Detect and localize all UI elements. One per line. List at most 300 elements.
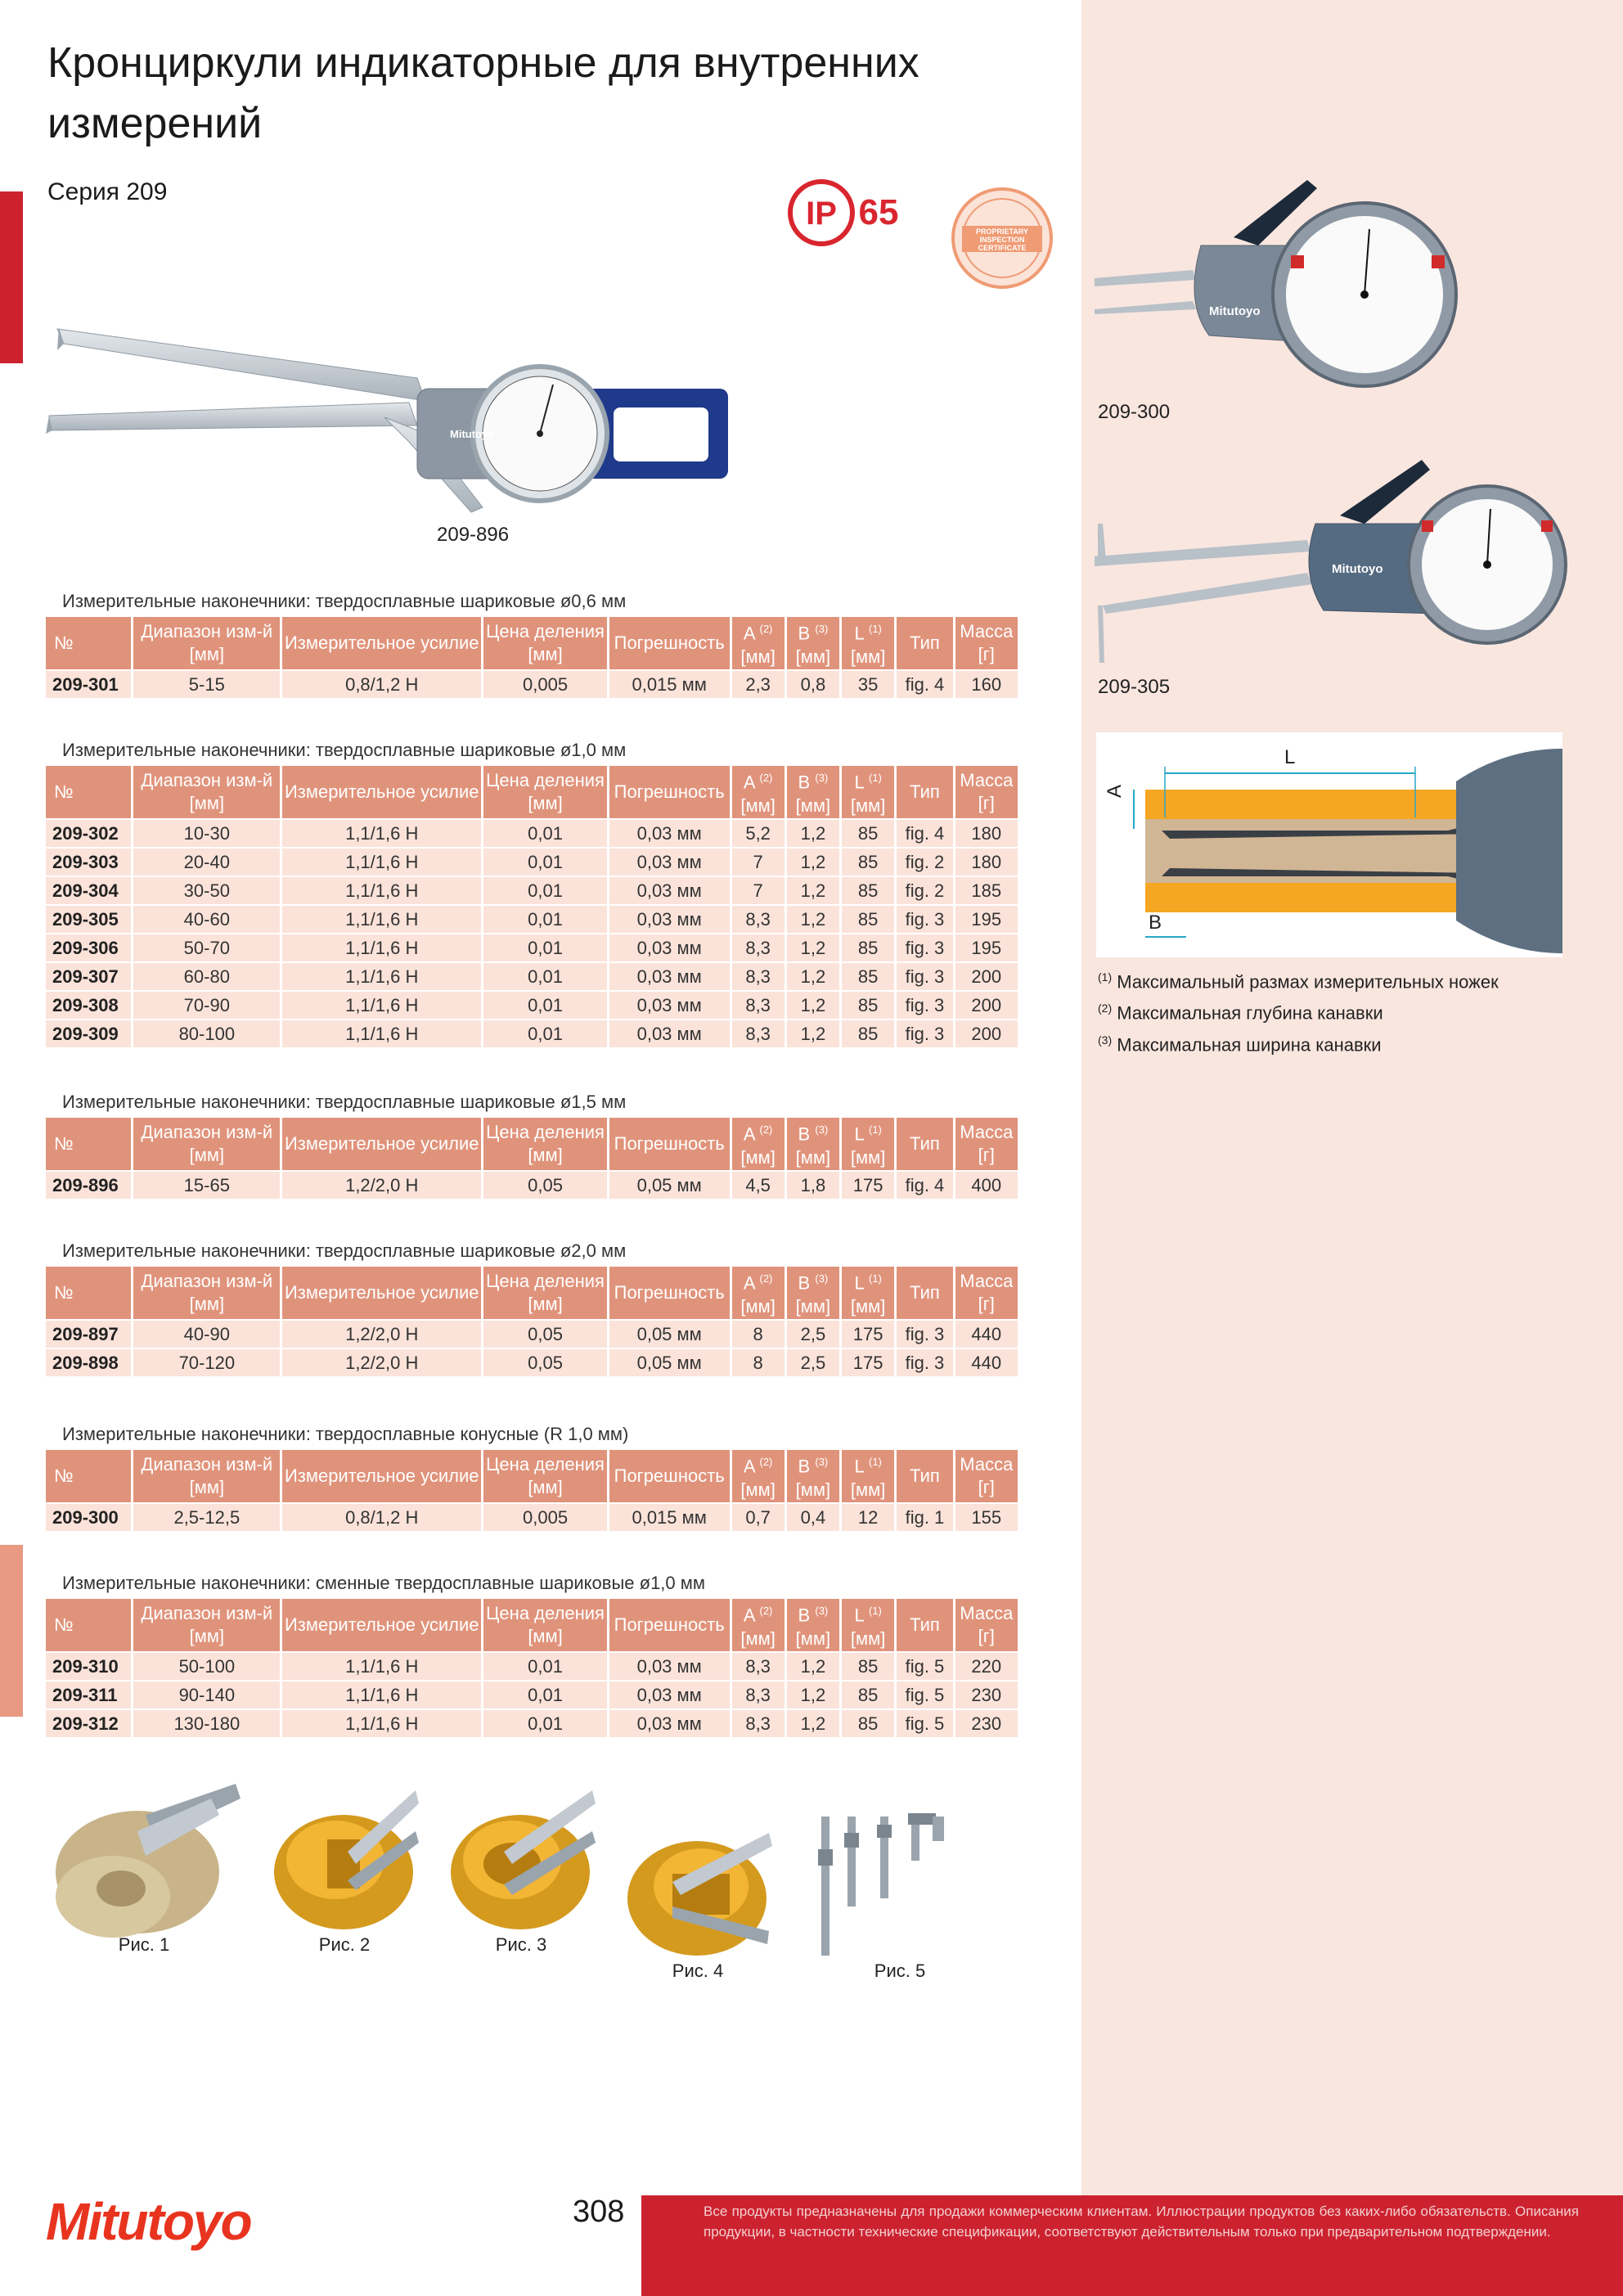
table-cell: 85 xyxy=(842,992,894,1019)
table-cell: 1,2 xyxy=(787,820,839,847)
header-b: B $^{(3)}$ [мм] xyxy=(787,1118,839,1170)
header-error: Погрешность xyxy=(609,766,730,818)
table-cell: 1,2 xyxy=(787,992,839,1019)
table-cell: 0,05 мм xyxy=(609,1349,730,1376)
table-cell: 0,05 мм xyxy=(609,1321,730,1348)
header-error: Погрешность xyxy=(609,617,730,669)
table-cell: 8 xyxy=(732,1349,785,1376)
table-cell: 5-15 xyxy=(133,671,280,698)
product-code-cell: 209-312 xyxy=(46,1710,131,1737)
table-cell: 85 xyxy=(842,934,894,961)
table-cell: 1,2/2,0 Н xyxy=(282,1172,481,1199)
table-cell: 8,3 xyxy=(732,1710,785,1737)
header-b: B $^{(3)}$ [мм] xyxy=(787,1267,839,1319)
header-a: A $^{(2)}$ [мм] xyxy=(732,766,785,818)
spec-table xyxy=(43,1597,1020,1739)
header-force: Измерительное усилие xyxy=(282,1450,481,1502)
table-cell: fig. 3 xyxy=(897,1349,952,1376)
table-cell: 0,03 мм xyxy=(609,992,730,1019)
table-cell: 0,05 мм xyxy=(609,1172,730,1199)
table-cell: 1,1/1,6 Н xyxy=(282,1653,481,1680)
header-a: A $^{(2)}$ [мм] xyxy=(732,1599,785,1651)
ip65-logo-icon xyxy=(787,177,910,250)
table-cell: 2,5-12,5 xyxy=(133,1504,280,1531)
table-cell: 30-50 xyxy=(133,877,280,904)
table-cell: 0,7 xyxy=(732,1504,785,1531)
table-cell: 1,2 xyxy=(787,963,839,990)
header-division: Цена деления [мм] xyxy=(483,1118,607,1170)
table-header-row xyxy=(46,1118,1018,1170)
table-cell: 1,2 xyxy=(787,849,839,876)
table-cell: 50-100 xyxy=(133,1653,280,1680)
header-l: L $^{(1)}$ [мм] xyxy=(842,1599,894,1651)
table-caption: Измерительные наконечники: сменные твердосплавные шариковые ø1,0 мм xyxy=(62,1573,706,1593)
ip-code-text: 65 xyxy=(858,192,899,232)
table-row xyxy=(46,849,1018,876)
table-cell: 1,1/1,6 Н xyxy=(282,1710,481,1737)
table-row xyxy=(46,1020,1018,1047)
table-cell: 1,1/1,6 Н xyxy=(282,992,481,1019)
table-cell: 1,1/1,6 Н xyxy=(282,1681,481,1708)
table-cell: 5,2 xyxy=(732,820,785,847)
table-cell: fig. 2 xyxy=(897,849,952,876)
table-cell: 440 xyxy=(955,1321,1018,1348)
table-cell: 185 xyxy=(955,877,1018,904)
table-row xyxy=(46,1321,1018,1348)
table-cell: 0,03 мм xyxy=(609,906,730,933)
table-cell: 85 xyxy=(842,877,894,904)
header-mass: Масса [г] xyxy=(955,1118,1018,1170)
table-cell: 10-30 xyxy=(133,820,280,847)
table-cell: 8,3 xyxy=(732,1020,785,1047)
header-error: Погрешность xyxy=(609,1599,730,1651)
table-cell: 15-65 xyxy=(133,1172,280,1199)
table-row xyxy=(46,820,1018,847)
table-cell: 0,01 xyxy=(483,877,607,904)
header-range: Диапазон изм-й [мм] xyxy=(133,617,280,669)
figure-5 xyxy=(810,1800,990,1982)
spec-table xyxy=(43,1116,1020,1200)
table-cell: 0,8 xyxy=(787,671,839,698)
table-cell: 12 xyxy=(842,1504,894,1531)
table-cell: 1,2 xyxy=(787,1653,839,1680)
table-cell: 0,015 мм xyxy=(609,671,730,698)
header-l: L $^{(1)}$ [мм] xyxy=(842,1267,894,1319)
table-cell: 0,8/1,2 Н xyxy=(282,671,481,698)
table-cell: 8,3 xyxy=(732,1653,785,1680)
table-cell: fig. 4 xyxy=(897,671,952,698)
table-cell: 8,3 xyxy=(732,963,785,990)
header-b: B $^{(3)}$ [мм] xyxy=(787,617,839,669)
product-code-cell: 209-302 xyxy=(46,820,131,847)
table-cell: 0,01 xyxy=(483,992,607,1019)
table-cell: 160 xyxy=(955,671,1018,698)
table-cell: 1,2/2,0 Н xyxy=(282,1349,481,1376)
spec-table-block xyxy=(46,736,1023,1049)
diagram-label-l: L xyxy=(1284,746,1296,768)
table-caption: Измерительные наконечники: твердосплавные конусные (R 1,0 мм) xyxy=(62,1424,629,1444)
table-cell: 85 xyxy=(842,849,894,876)
table-cell: 50-70 xyxy=(133,934,280,961)
table-cell: 85 xyxy=(842,1653,894,1680)
diagram-label-b: B xyxy=(1149,912,1162,934)
table-cell: fig. 4 xyxy=(897,1172,952,1199)
figure-3 xyxy=(447,1782,596,1956)
table-cell: 8,3 xyxy=(732,992,785,1019)
figure-3-label: Рис. 3 xyxy=(495,1934,547,1955)
header-a: A $^{(2)}$ [мм] xyxy=(732,1118,785,1170)
figure-1-icon xyxy=(47,1782,241,1938)
table-cell: fig. 3 xyxy=(897,1020,952,1047)
header-l: L $^{(1)}$ [мм] xyxy=(842,617,894,669)
header-l: L $^{(1)}$ [мм] xyxy=(842,1118,894,1170)
caliper-209-896-image xyxy=(41,311,744,524)
table-cell: fig. 2 xyxy=(897,877,952,904)
header-division: Цена деления [мм] xyxy=(483,617,607,669)
header-a: A $^{(2)}$ [мм] xyxy=(732,617,785,669)
figure-4 xyxy=(623,1800,772,1982)
inspection-certificate-seal-icon xyxy=(949,185,1055,291)
side-product-1-brand: Mitutoyo xyxy=(1209,304,1261,318)
table-cell: 0,01 xyxy=(483,820,607,847)
table-cell: 130-180 xyxy=(133,1710,280,1737)
header-division: Цена деления [мм] xyxy=(483,1450,607,1502)
table-cell: 2,3 xyxy=(732,671,785,698)
series-label: Серия 209 xyxy=(47,178,168,205)
cert-line-2: INSPECTION xyxy=(979,236,1025,244)
table-cell: 0,01 xyxy=(483,1710,607,1737)
table-cell: fig. 3 xyxy=(897,906,952,933)
table-cell: 1,2 xyxy=(787,934,839,961)
table-cell: 0,05 xyxy=(483,1172,607,1199)
header-no: № xyxy=(46,766,131,818)
table-cell: 1,1/1,6 Н xyxy=(282,877,481,904)
table-cell: 0,03 мм xyxy=(609,963,730,990)
header-range: Диапазон изм-й [мм] xyxy=(133,1599,280,1651)
cert-line-1: PROPRIETARY xyxy=(975,227,1029,236)
figure-4-label: Рис. 4 xyxy=(672,1961,724,1981)
product-code-cell: 209-304 xyxy=(46,877,131,904)
page-number: 308 xyxy=(573,2195,625,2229)
figure-1-label: Рис. 1 xyxy=(118,1934,170,1955)
table-cell: 0,01 xyxy=(483,1653,607,1680)
product-code-cell: 209-303 xyxy=(46,849,131,876)
table-cell: 155 xyxy=(955,1504,1018,1531)
table-cell: 0,8/1,2 Н xyxy=(282,1504,481,1531)
table-cell: 175 xyxy=(842,1172,894,1199)
table-cell: 180 xyxy=(955,820,1018,847)
table-row xyxy=(46,671,1018,698)
table-cell: 1,1/1,6 Н xyxy=(282,934,481,961)
footnote-2: $^{(2)}$ Максимальная глубина канавки xyxy=(1098,1002,1383,1024)
header-type: Тип xyxy=(897,1450,952,1502)
header-range: Диапазон изм-й [мм] xyxy=(133,1267,280,1319)
main-product-brand: Mitutoyo xyxy=(450,428,495,440)
spec-table-block xyxy=(46,1237,1023,1378)
table-header-row xyxy=(46,1267,1018,1319)
table-cell: 1,1/1,6 Н xyxy=(282,820,481,847)
table-cell: 70-120 xyxy=(133,1349,280,1376)
product-code-cell: 209-898 xyxy=(46,1349,131,1376)
figure-5-icon xyxy=(810,1800,990,1964)
figure-4-icon xyxy=(623,1800,772,1964)
product-code-cell: 209-306 xyxy=(46,934,131,961)
header-b: B $^{(3)}$ [мм] xyxy=(787,1450,839,1502)
table-row xyxy=(46,1710,1018,1737)
table-cell: 1,2 xyxy=(787,1710,839,1737)
figure-2-label: Рис. 2 xyxy=(318,1934,371,1955)
table-cell: 0,01 xyxy=(483,906,607,933)
table-row xyxy=(46,963,1018,990)
header-no: № xyxy=(46,1267,131,1319)
product-code-cell: 209-300 xyxy=(46,1504,131,1531)
header-force: Измерительное усилие xyxy=(282,1267,481,1319)
header-force: Измерительное усилие xyxy=(282,1118,481,1170)
table-row xyxy=(46,1681,1018,1708)
table-cell: 1,1/1,6 Н xyxy=(282,1020,481,1047)
header-mass: Масса [г] xyxy=(955,1450,1018,1502)
table-cell: 0,01 xyxy=(483,1020,607,1047)
header-type: Тип xyxy=(897,1599,952,1651)
figure-2-icon xyxy=(270,1782,419,1938)
table-row xyxy=(46,906,1018,933)
table-cell: 85 xyxy=(842,1020,894,1047)
table-cell: 0,03 мм xyxy=(609,820,730,847)
table-cell: 1,2 xyxy=(787,906,839,933)
table-cell: 85 xyxy=(842,820,894,847)
table-cell: 20-40 xyxy=(133,849,280,876)
table-header-row xyxy=(46,1599,1018,1651)
table-row xyxy=(46,1504,1018,1531)
figure-3-icon xyxy=(447,1782,596,1938)
figure-5-label: Рис. 5 xyxy=(874,1961,926,1981)
table-row xyxy=(46,1172,1018,1199)
header-error: Погрешность xyxy=(609,1118,730,1170)
main-product-caption: 209-896 xyxy=(437,524,510,546)
table-cell: fig. 5 xyxy=(897,1681,952,1708)
side-product-1-caption: 209-300 xyxy=(1098,401,1171,423)
header-range: Диапазон изм-й [мм] xyxy=(133,766,280,818)
table-caption: Измерительные наконечники: твердосплавные шариковые ø1,5 мм xyxy=(62,1092,627,1112)
table-cell: 1,1/1,6 Н xyxy=(282,849,481,876)
footer-brand-logo: Mitutoyo xyxy=(46,2192,251,2251)
table-caption: Измерительные наконечники: твердосплавные шариковые ø0,6 мм xyxy=(62,591,627,611)
header-force: Измерительное усилие xyxy=(282,766,481,818)
table-header-row xyxy=(46,617,1018,669)
table-caption: Измерительные наконечники: твердосплавные шариковые ø2,0 мм xyxy=(62,1240,627,1261)
table-cell: 1,2 xyxy=(787,1020,839,1047)
table-cell: fig. 5 xyxy=(897,1653,952,1680)
table-cell: fig. 3 xyxy=(897,963,952,990)
header-l: L $^{(1)}$ [мм] xyxy=(842,1450,894,1502)
table-header-row xyxy=(46,766,1018,818)
footnotes xyxy=(1098,964,1499,1058)
footnote-3: $^{(3)}$ Максимальная ширина канавки xyxy=(1098,1033,1382,1055)
spec-table xyxy=(43,1448,1020,1533)
table-cell: 200 xyxy=(955,992,1018,1019)
table-cell: 0,03 мм xyxy=(609,1681,730,1708)
table-cell: 230 xyxy=(955,1681,1018,1708)
table-row xyxy=(46,1349,1018,1376)
spec-table-block xyxy=(46,1420,1023,1533)
table-cell: 8 xyxy=(732,1321,785,1348)
header-no: № xyxy=(46,1450,131,1502)
header-mass: Масса [г] xyxy=(955,617,1018,669)
table-cell: 85 xyxy=(842,963,894,990)
header-mass: Масса [г] xyxy=(955,766,1018,818)
spec-table-block xyxy=(46,1088,1023,1200)
header-b: B $^{(3)}$ [мм] xyxy=(787,766,839,818)
table-cell: 40-60 xyxy=(133,906,280,933)
measurement-diagram xyxy=(1096,732,1562,957)
table-cell: 35 xyxy=(842,671,894,698)
table-cell: 4,5 xyxy=(732,1172,785,1199)
table-cell: 60-80 xyxy=(133,963,280,990)
table-cell: 2,5 xyxy=(787,1321,839,1348)
header-division: Цена деления [мм] xyxy=(483,766,607,818)
table-cell: fig. 5 xyxy=(897,1710,952,1737)
header-no: № xyxy=(46,1118,131,1170)
product-code-cell: 209-301 xyxy=(46,671,131,698)
header-force: Измерительное усилие xyxy=(282,617,481,669)
table-cell: 1,2 xyxy=(787,1681,839,1708)
table-cell: 1,8 xyxy=(787,1172,839,1199)
header-type: Тип xyxy=(897,1118,952,1170)
table-cell: 0,05 xyxy=(483,1349,607,1376)
table-cell: 0,01 xyxy=(483,1681,607,1708)
table-cell: 0,4 xyxy=(787,1504,839,1531)
table-cell: 195 xyxy=(955,906,1018,933)
spec-table xyxy=(43,1265,1020,1378)
table-cell: fig. 3 xyxy=(897,992,952,1019)
table-header-row xyxy=(46,1450,1018,1502)
header-range: Диапазон изм-й [мм] xyxy=(133,1450,280,1502)
product-code-cell: 209-307 xyxy=(46,963,131,990)
table-cell: 230 xyxy=(955,1710,1018,1737)
table-cell: 85 xyxy=(842,1710,894,1737)
product-code-cell: 209-310 xyxy=(46,1653,131,1680)
table-cell: 0,01 xyxy=(483,934,607,961)
header-a: A $^{(2)}$ [мм] xyxy=(732,1267,785,1319)
table-cell: 200 xyxy=(955,963,1018,990)
table-row xyxy=(46,1653,1018,1680)
table-cell: 0,03 мм xyxy=(609,1710,730,1737)
table-row xyxy=(46,992,1018,1019)
product-code-cell: 209-896 xyxy=(46,1172,131,1199)
caliper-209-300-image xyxy=(1095,172,1471,401)
table-cell: 2,5 xyxy=(787,1349,839,1376)
header-force: Измерительное усилие xyxy=(282,1599,481,1651)
product-code-cell: 209-305 xyxy=(46,906,131,933)
table-cell: 40-90 xyxy=(133,1321,280,1348)
table-cell: 220 xyxy=(955,1653,1018,1680)
header-mass: Масса [г] xyxy=(955,1267,1018,1319)
header-type: Тип xyxy=(897,617,952,669)
table-cell: 8,3 xyxy=(732,906,785,933)
section-tab-salmon xyxy=(0,1545,23,1717)
table-caption: Измерительные наконечники: твердосплавные шариковые ø1,0 мм xyxy=(62,740,627,760)
caliper-209-305-image xyxy=(1095,450,1569,671)
table-cell: 0,005 xyxy=(483,671,607,698)
table-cell: 440 xyxy=(955,1349,1018,1376)
table-cell: fig. 3 xyxy=(897,934,952,961)
table-cell: 0,03 мм xyxy=(609,934,730,961)
spec-table xyxy=(43,615,1020,700)
figure-1 xyxy=(47,1782,241,1956)
section-tab-red xyxy=(0,191,23,363)
header-division: Цена деления [мм] xyxy=(483,1599,607,1651)
table-cell: 0,015 мм xyxy=(609,1504,730,1531)
header-error: Погрешность xyxy=(609,1267,730,1319)
table-row xyxy=(46,877,1018,904)
spec-table-block xyxy=(46,588,1023,700)
table-cell: 7 xyxy=(732,849,785,876)
table-cell: 0,03 мм xyxy=(609,1653,730,1680)
product-code-cell: 209-309 xyxy=(46,1020,131,1047)
product-code-cell: 209-308 xyxy=(46,992,131,1019)
table-cell: 90-140 xyxy=(133,1681,280,1708)
table-cell: 1,2 xyxy=(787,877,839,904)
table-cell: 1,2/2,0 Н xyxy=(282,1321,481,1348)
table-cell: 175 xyxy=(842,1349,894,1376)
table-cell: fig. 3 xyxy=(897,1321,952,1348)
table-cell: 195 xyxy=(955,934,1018,961)
footer-disclaimer: Все продукты предназначены для продажи коммерческим клиентам. Иллюстрации продуктов без каких-либо обязательств. Описания продукции, в частности технические спецификации, соответствуют действительным только при предварительном подтверждении. xyxy=(704,2204,1579,2240)
table-cell: 0,01 xyxy=(483,849,607,876)
page-title: Кронциркули индикаторные для внутренних измерений xyxy=(47,39,919,147)
header-no: № xyxy=(46,1599,131,1651)
header-b: B $^{(3)}$ [мм] xyxy=(787,1599,839,1651)
side-product-2-caption: 209-305 xyxy=(1098,676,1171,698)
table-cell: fig. 1 xyxy=(897,1504,952,1531)
table-cell: 0,03 мм xyxy=(609,849,730,876)
table-cell: 0,03 мм xyxy=(609,877,730,904)
table-cell: 70-90 xyxy=(133,992,280,1019)
header-range: Диапазон изм-й [мм] xyxy=(133,1118,280,1170)
header-no: № xyxy=(46,617,131,669)
table-cell: 175 xyxy=(842,1321,894,1348)
table-cell: 0,05 xyxy=(483,1321,607,1348)
header-a: A $^{(2)}$ [мм] xyxy=(732,1450,785,1502)
figure-2 xyxy=(270,1782,419,1956)
header-l: L $^{(1)}$ [мм] xyxy=(842,766,894,818)
table-cell: 80-100 xyxy=(133,1020,280,1047)
table-cell: 8,3 xyxy=(732,1681,785,1708)
diagram-label-a: A xyxy=(1104,784,1126,798)
table-cell: 7 xyxy=(732,877,785,904)
table-cell: 8,3 xyxy=(732,934,785,961)
table-cell: 1,1/1,6 Н xyxy=(282,906,481,933)
table-cell: 0,005 xyxy=(483,1504,607,1531)
table-cell: 85 xyxy=(842,1681,894,1708)
cert-line-3: CERTIFICATE xyxy=(978,244,1027,252)
table-cell: 0,01 xyxy=(483,963,607,990)
table-cell: 180 xyxy=(955,849,1018,876)
table-cell: 1,1/1,6 Н xyxy=(282,963,481,990)
header-type: Тип xyxy=(897,766,952,818)
table-row xyxy=(46,934,1018,961)
table-cell: 0,03 мм xyxy=(609,1020,730,1047)
table-cell: 400 xyxy=(955,1172,1018,1199)
header-division: Цена деления [мм] xyxy=(483,1267,607,1319)
header-error: Погрешность xyxy=(609,1450,730,1502)
spec-table xyxy=(43,764,1020,1049)
product-code-cell: 209-897 xyxy=(46,1321,131,1348)
footnote-1: $^{(1)}$ Максимальный размах измерительных ножек xyxy=(1098,970,1499,993)
spec-table-block xyxy=(46,1569,1023,1739)
product-code-cell: 209-311 xyxy=(46,1681,131,1708)
header-type: Тип xyxy=(897,1267,952,1319)
